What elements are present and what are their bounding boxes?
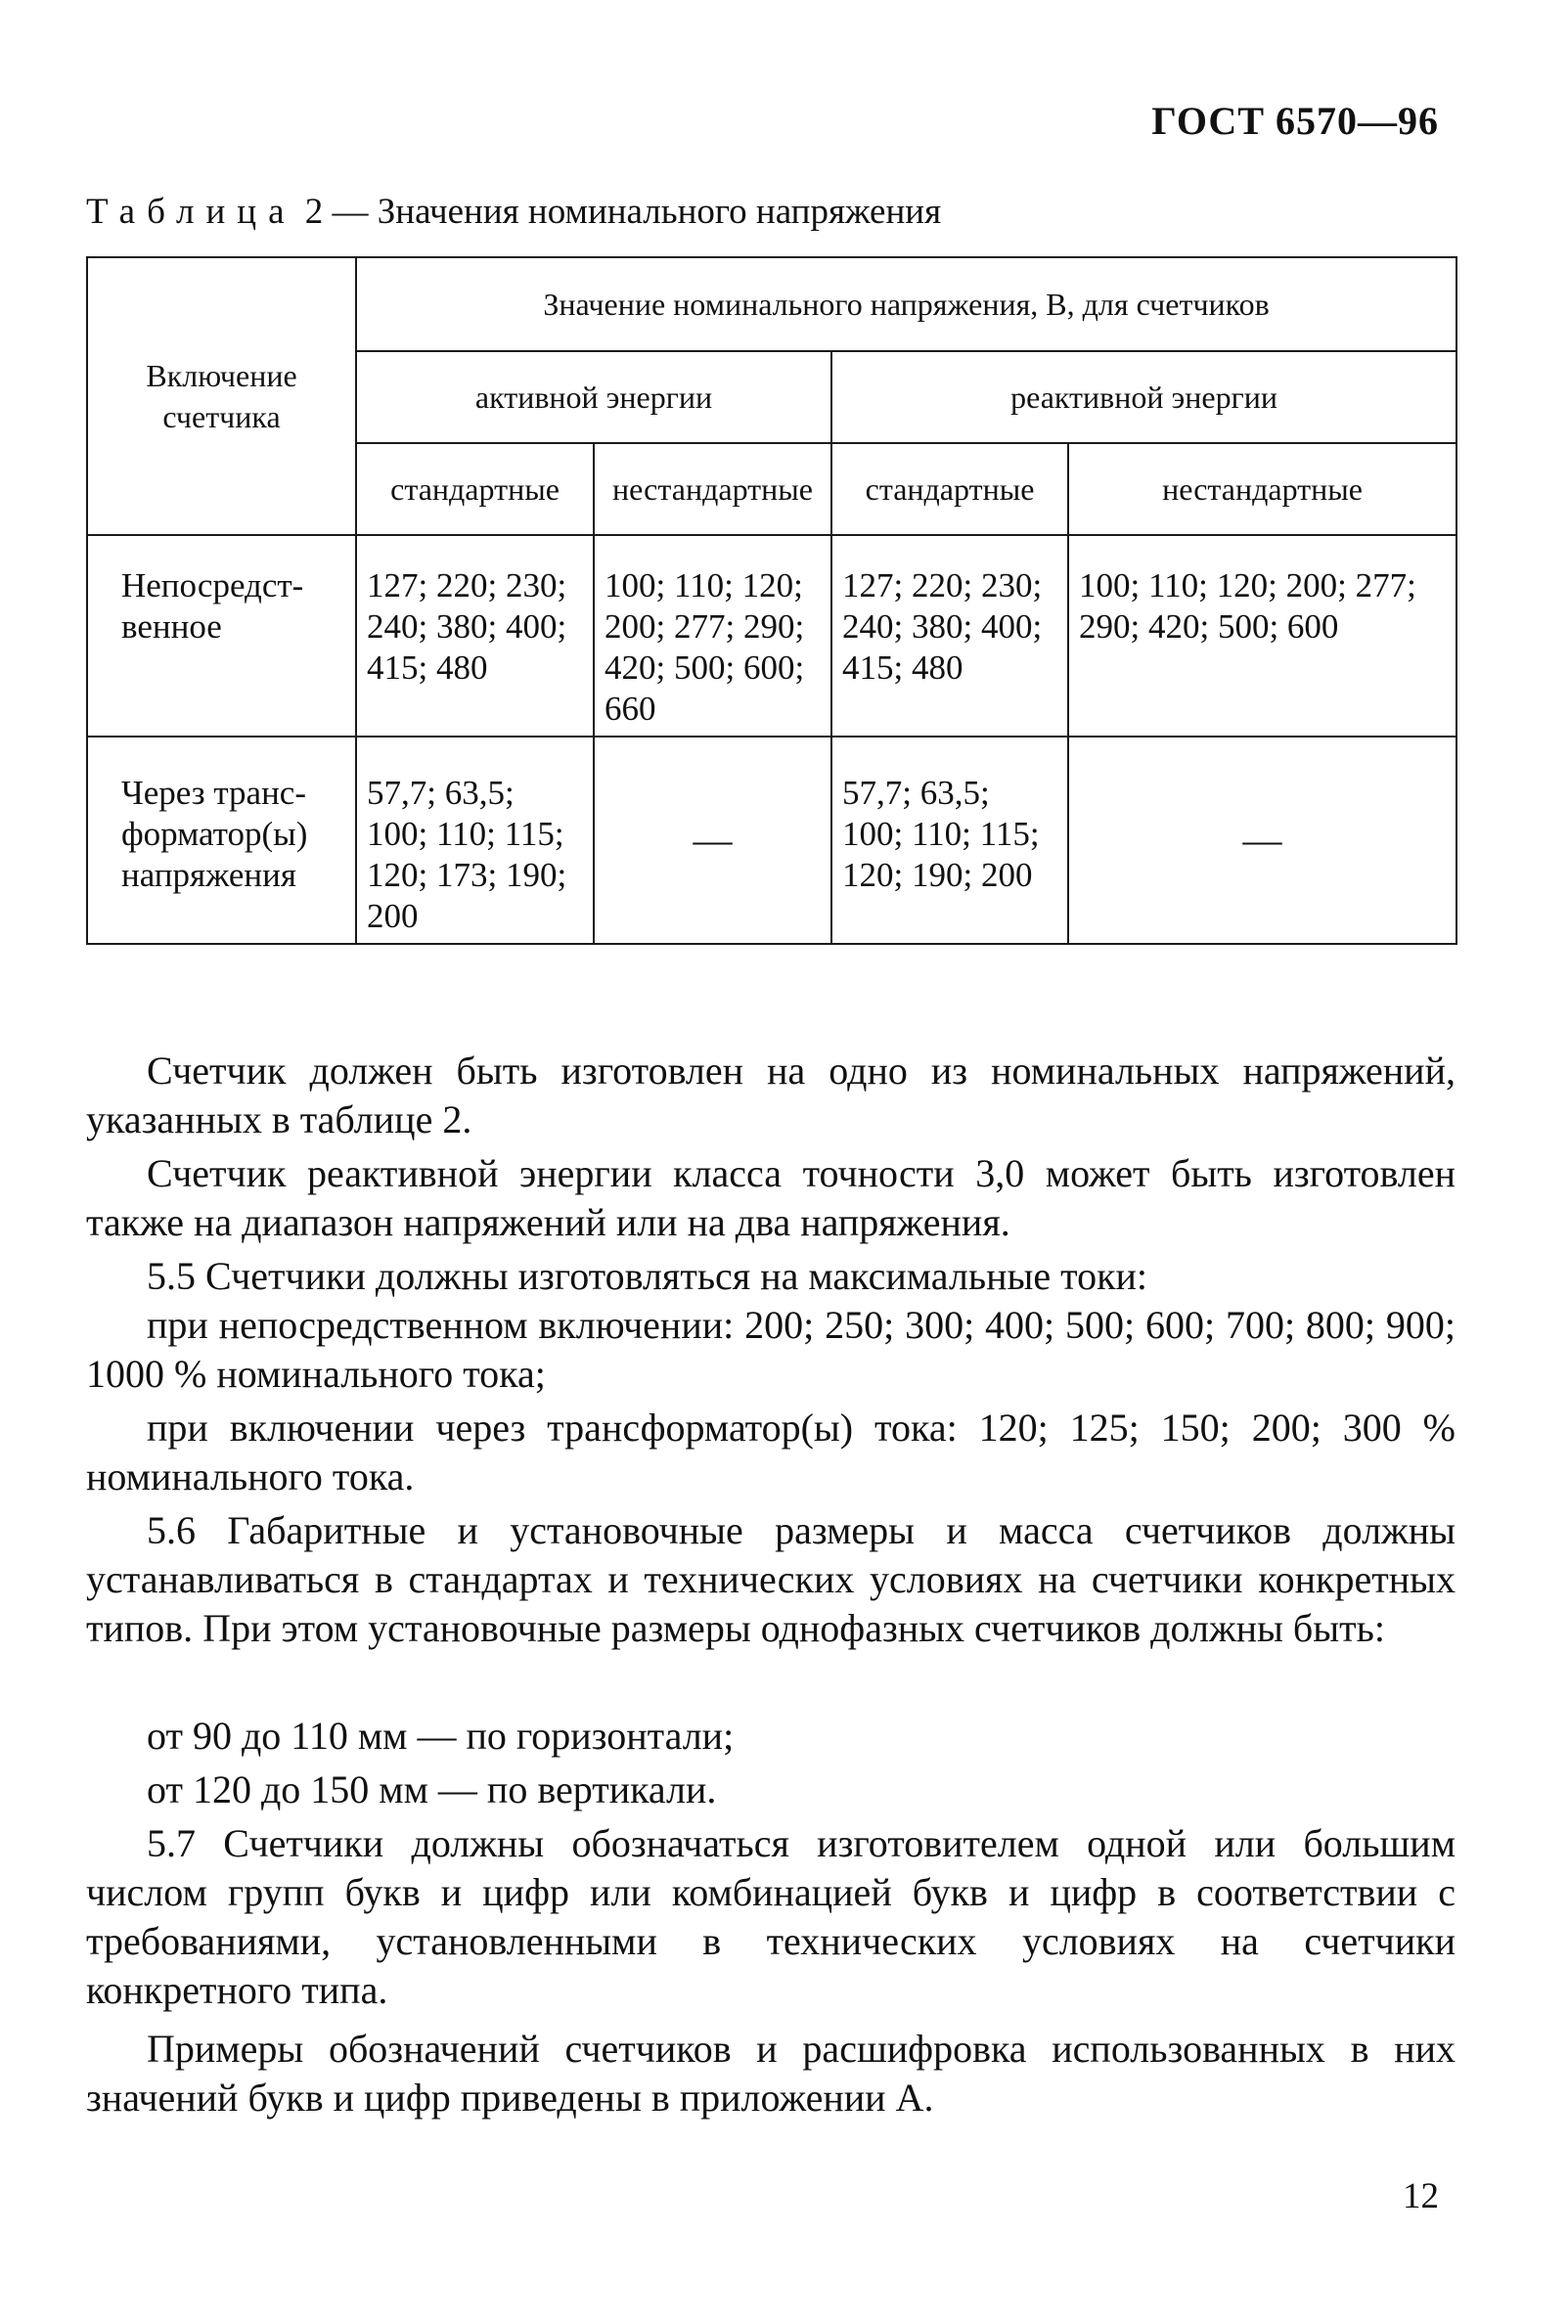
table-caption: [86, 191, 941, 233]
header-active-nonstandard: нестандартные: [594, 443, 831, 535]
table-caption-title: 2 — Значения номинального напряжения: [304, 192, 942, 232]
header-active-energy: активной энергии: [356, 351, 831, 443]
paragraph-transformer-inclusion: при включении через трансформатор(ы) тока: 120; 125; 150; 200; 300 % номинального тока.: [86, 1406, 1456, 1498]
row-label: Непосредст-венное: [87, 535, 356, 737]
cell-active-nonstandard: —: [594, 737, 831, 944]
paragraph-5-6: 5.6 Габаритные и установочные размеры и масса счетчиков должны устанавливаться в стандартах и технических условиях на счетчики конкретных типов. При этом установочные размеры однофазных счетчиков должны быть:: [86, 1508, 1456, 1650]
cell-reactive-standard: 127; 220; 230; 240; 380; 400; 415; 480: [831, 535, 1068, 737]
paragraph-direct-inclusion: при непосредственном включении: 200; 250; 300; 400; 500; 600; 700; 800; 900; 1000 % номинального тока;: [86, 1303, 1456, 1396]
row-label: Через транс-форматор(ы) напряжения: [87, 737, 356, 944]
table-row: [87, 737, 1456, 944]
header-inclusion: Включение счетчика: [87, 257, 356, 535]
paragraph-reactive-class: Счетчик реактивной энергии класса точности 3,0 может быть изготовлен также на диапазон напряжений или на два напряжения.: [86, 1151, 1456, 1244]
cell-reactive-nonstandard: —: [1068, 737, 1456, 944]
paragraph-examples: Примеры обозначений счетчиков и расшифровка использованных в них значений букв и цифр приведены в приложении А.: [86, 2027, 1456, 2120]
list-item-vertical: от 120 до 150 мм — по вертикали.: [147, 1767, 717, 1811]
cell-active-standard: 127; 220; 230; 240; 380; 400; 415; 480: [356, 535, 594, 737]
table-caption-word: Таблица: [86, 192, 296, 232]
page-number: 12: [1403, 2176, 1439, 2216]
cell-reactive-nonstandard: 100; 110; 120; 200; 277; 290; 420; 500; 600: [1068, 535, 1456, 737]
nominal-voltage-table: [86, 256, 1457, 945]
table-row: [87, 535, 1456, 737]
cell-active-nonstandard: 100; 110; 120; 200; 277; 290; 420; 500; 600; 660: [594, 535, 831, 737]
list-item-horizontal: от 90 до 110 мм — по горизонтали;: [147, 1714, 735, 1758]
cell-active-standard: 57,7; 63,5; 100; 110; 115; 120; 173; 190; 200: [356, 737, 594, 944]
document-code: ГОСТ 6570—96: [1151, 99, 1439, 143]
header-reactive-nonstandard: нестандартные: [1068, 443, 1456, 535]
header-reactive-energy: реактивной энергии: [831, 351, 1456, 443]
paragraph-5-7: 5.7 Счетчики должны обозначаться изготовителем одной или большим числом групп букв и цифр или комбинацией букв и цифр в соответствии с требованиями, установленными в технических условиях на счетчики конкретного типа.: [86, 1821, 1456, 2012]
paragraph-5-5: 5.5 Счетчики должны изготовляться на максимальные токи:: [147, 1254, 1148, 1298]
header-active-standard: стандартные: [356, 443, 594, 535]
paragraph-nominal-voltage: Счетчик должен быть изготовлен на одно из номинальных напряжений, указанных в таблице 2.: [86, 1049, 1456, 1141]
header-reactive-standard: стандартные: [831, 443, 1068, 535]
cell-reactive-standard: 57,7; 63,5; 100; 110; 115; 120; 190; 200: [831, 737, 1068, 944]
header-value-group: Значение номинального напряжения, В, для счетчиков: [356, 257, 1456, 351]
